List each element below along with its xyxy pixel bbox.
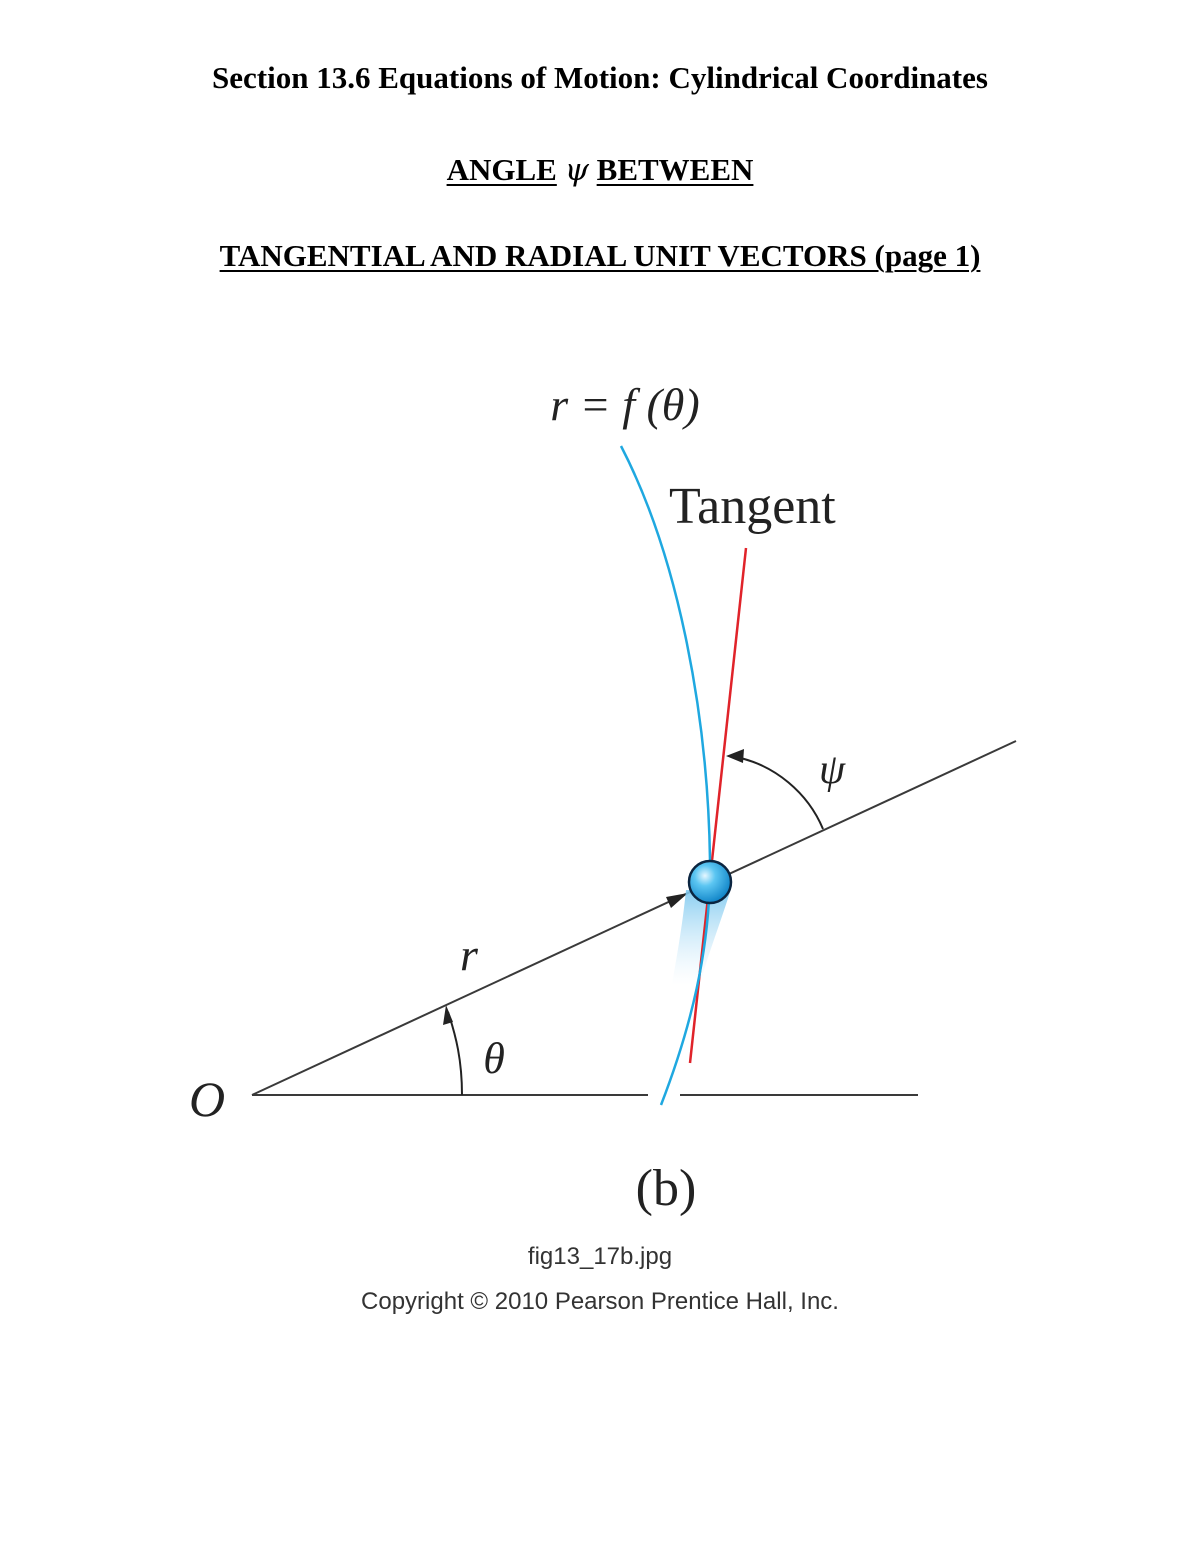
- psi-label: ψ: [818, 747, 846, 793]
- psi-arc: [736, 757, 823, 829]
- r-label: r: [460, 929, 478, 980]
- theta-arc: [448, 1012, 462, 1095]
- theta-arrowhead: [443, 1005, 453, 1025]
- particle: [689, 861, 731, 903]
- theta-label: θ: [483, 1034, 505, 1083]
- radial-line: [252, 741, 1016, 1095]
- section-title: Section 13.6 Equations of Motion: Cylindrical Coordinates: [212, 60, 988, 95]
- heading-tangential-radial: TANGENTIAL AND RADIAL UNIT VECTORS (page 1): [219, 238, 981, 273]
- curve-label: r = f (θ): [550, 379, 700, 430]
- heading-angle-word: ANGLE: [446, 152, 557, 187]
- heading-psi-symbol: ψ: [564, 152, 589, 188]
- figure-filename: fig13_17b.jpg: [527, 1243, 673, 1270]
- tangent-label: Tangent: [669, 478, 836, 535]
- panel-label: (b): [635, 1160, 697, 1217]
- figure-copyright: Copyright © 2010 Pearson Prentice Hall, Inc.: [361, 1288, 839, 1315]
- origin-label: O: [188, 1071, 226, 1127]
- psi-arrowhead: [726, 749, 744, 763]
- heading-between-word: BETWEEN: [596, 152, 754, 187]
